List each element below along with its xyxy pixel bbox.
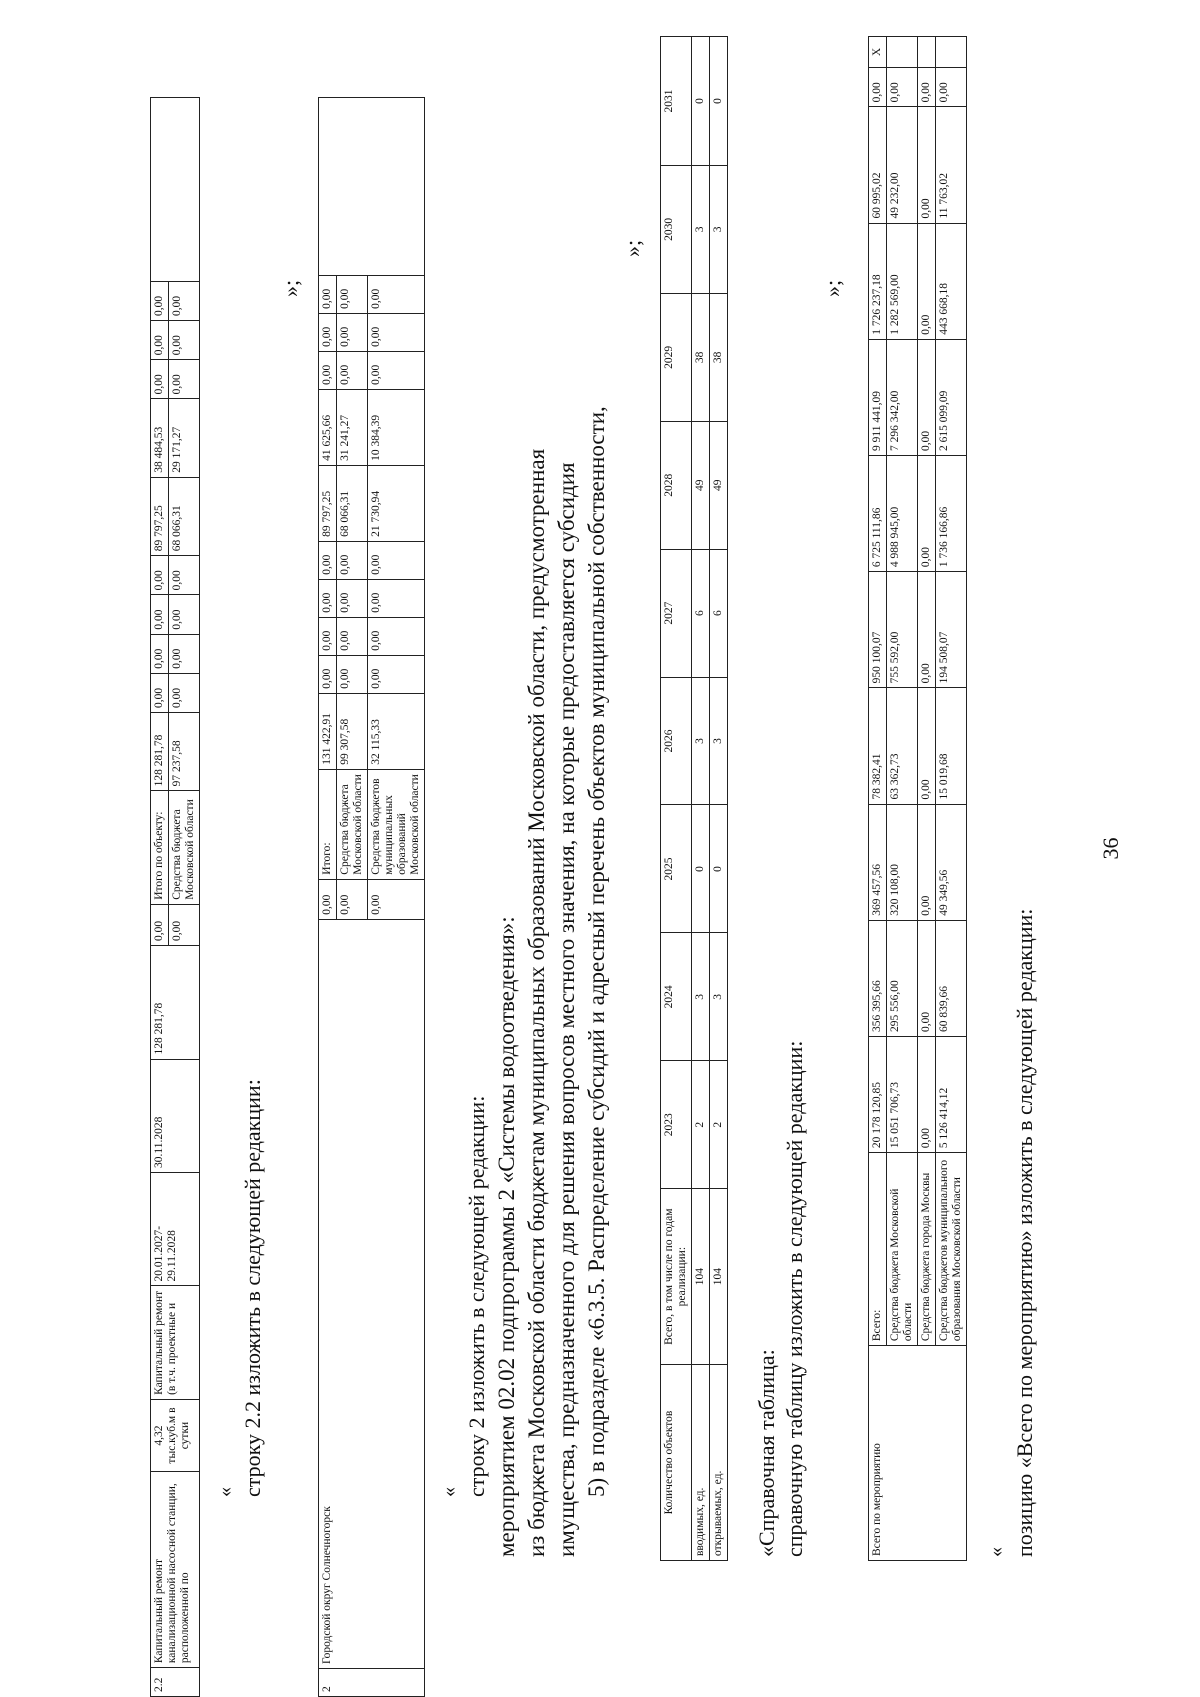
value-cell: 38 484,53 (151, 399, 169, 477)
value-cell: 950 100,07 (869, 572, 887, 688)
reference-table-title: «Справочная таблица: (754, 1349, 779, 1557)
value-cell: 0,00 (918, 920, 936, 1036)
count-cell: 3 (692, 165, 710, 293)
header-cell: 2026 (661, 677, 692, 805)
object-type-cell: вводимых, ед. (692, 1365, 710, 1561)
pre-value-cell: 0,00 (169, 904, 200, 945)
close-quote-3: »; (278, 279, 303, 297)
value-cell: 0,00 (337, 579, 368, 617)
value-cell: 60 995,02 (869, 107, 887, 223)
value-cell: 0,00 (169, 673, 200, 712)
value-cell: 0,00 (169, 634, 200, 673)
value-cell: 369 457,56 (869, 804, 887, 920)
value-cell: 0,00 (151, 634, 169, 673)
object-name-cell: Капитальный ремонт канализационной насосной станции, расположенной по (151, 1472, 200, 1668)
para5-line2: имущества, предназначенного для решения вопросов местного значения, на которые предоставляется субсидия (554, 462, 579, 1557)
value-cell: 295 556,00 (887, 920, 918, 1036)
value-cell: 89 797,25 (319, 465, 337, 541)
value-cell: 31 241,27 (337, 389, 368, 465)
value-cell: 41 625,66 (319, 389, 337, 465)
value-cell: 0,00 (319, 541, 337, 579)
x-cell (918, 37, 936, 68)
count-cell: 3 (710, 933, 728, 1061)
table-row (869, 37, 887, 1561)
value-cell: 7 296 342,00 (887, 339, 918, 455)
pre-value-cell: 0,00 (319, 879, 337, 919)
x-cell (887, 37, 918, 68)
value-cell: 443 668,18 (936, 223, 967, 339)
value-cell: 0,00 (169, 281, 200, 320)
value-cell: 0,00 (368, 313, 425, 351)
funding-source-cell: Итого по объекту: (151, 791, 169, 904)
empty-cell (151, 98, 200, 282)
value-cell: 9 911 441,09 (869, 339, 887, 455)
value-cell: 15 051 706,73 (887, 1036, 918, 1152)
value-cell: 99 307,58 (337, 693, 368, 769)
value-cell: 29 171,27 (169, 399, 200, 477)
value-cell: 0,00 (887, 67, 918, 106)
value-cell: 5 126 414,12 (936, 1036, 967, 1152)
value-cell: 0,00 (337, 617, 368, 655)
value-cell: 0,00 (319, 275, 337, 313)
capacity-cell: 4,32 тыс.куб.м в сутки (151, 1399, 200, 1471)
intro-all-measures: позицию «Всего по мероприятию» изложить в следующей редакции: (1012, 908, 1037, 1557)
value-cell: 755 592,00 (887, 572, 918, 688)
value-cell: 131 422,91 (319, 693, 337, 769)
table-row (151, 98, 169, 1697)
value-cell: 1 726 237,18 (869, 223, 887, 339)
table-row (692, 37, 710, 1561)
value-cell: 78 382,41 (869, 688, 887, 804)
header-cell: 2029 (661, 293, 692, 421)
value-cell: 11 763,02 (936, 107, 967, 223)
count-cell: 3 (692, 677, 710, 805)
value-cell: 0,00 (319, 617, 337, 655)
funding-source-cell: Средства бюджета Московской области (337, 769, 368, 879)
value-cell: 0,00 (337, 275, 368, 313)
count-cell: 0 (710, 805, 728, 933)
value-cell: 194 508,07 (936, 572, 967, 688)
funding-source-cell: Средства бюджетов муниципальных образований Московской области (368, 769, 425, 879)
value-cell: 320 108,00 (887, 804, 918, 920)
value-cell: 0,00 (869, 67, 887, 106)
open-quote-3: « (438, 1487, 460, 1497)
value-cell: 0,00 (918, 804, 936, 920)
value-cell: 0,00 (169, 360, 200, 399)
value-cell: 0,00 (151, 360, 169, 399)
end-date-cell: 30.11.2028 (151, 1059, 200, 1172)
header-cell: 2023 (661, 1061, 692, 1189)
count-cell: 49 (710, 421, 728, 549)
value-cell: 0,00 (319, 351, 337, 389)
header-cell: 2030 (661, 165, 692, 293)
value-cell: 6 725 111,86 (869, 455, 887, 571)
count-cell: 104 (692, 1189, 710, 1365)
value-cell: 0,00 (918, 1036, 936, 1152)
intro-row-2: строку 2 изложить в следующей редакции: (464, 1095, 489, 1497)
x-cell (936, 37, 967, 68)
count-cell: 104 (710, 1189, 728, 1365)
value-cell: 0,00 (918, 572, 936, 688)
value-cell: 0,00 (918, 223, 936, 339)
value-cell: 0,00 (936, 67, 967, 106)
value-cell: 63 362,73 (887, 688, 918, 804)
funding-source-cell: Всего: (869, 1153, 887, 1346)
pre-value-cell: 0,00 (151, 904, 169, 945)
funding-source-cell: Итого: (319, 769, 337, 879)
value-cell: 60 839,66 (936, 920, 967, 1036)
table-row (887, 37, 918, 1561)
count-cell: 3 (710, 677, 728, 805)
value-cell: 10 384,39 (368, 389, 425, 465)
value-cell: 32 115,33 (368, 693, 425, 769)
funding-source-cell: Средства бюджета Московской области (169, 791, 200, 904)
value-cell: 0,00 (918, 67, 936, 106)
count-cell: 38 (710, 293, 728, 421)
value-cell: 0,00 (337, 541, 368, 579)
row-number-cell: 2 (319, 1669, 425, 1697)
value-cell: 89 797,25 (151, 477, 169, 555)
value-cell: 0,00 (169, 321, 200, 360)
header-cell: 2025 (661, 805, 692, 933)
count-cell: 49 (692, 421, 710, 549)
open-quote-1: « (985, 1547, 1007, 1557)
value-cell: 0,00 (169, 595, 200, 634)
value-cell: 0,00 (918, 688, 936, 804)
value-cell: 97 237,58 (169, 712, 200, 790)
value-cell: 0,00 (151, 556, 169, 595)
value-cell: 68 066,31 (337, 465, 368, 541)
table-row (319, 98, 337, 1697)
table-row (710, 37, 728, 1561)
value-cell: 1 282 569,00 (887, 223, 918, 339)
row-2-2-table (150, 97, 200, 1697)
value-cell: 0,00 (918, 339, 936, 455)
count-cell: 3 (710, 165, 728, 293)
page-number: 36 (1098, 837, 1123, 860)
para5-line4: мероприятием 02.02 подпрограммы 2 «Системы водоотведения»: (494, 916, 519, 1557)
value-cell: 2 615 099,09 (936, 339, 967, 455)
count-cell: 6 (710, 549, 728, 677)
table-row (936, 37, 967, 1561)
header-cell: Количество объектов (661, 1365, 692, 1561)
count-cell: 3 (692, 933, 710, 1061)
value-cell: 0,00 (319, 579, 337, 617)
header-cell: Всего, в том числе по годам реализации: (661, 1189, 692, 1365)
funding-source-cell: Средства бюджета города Москвы (918, 1153, 936, 1346)
value-cell: 49 232,00 (887, 107, 918, 223)
value-cell: 20 178 120,85 (869, 1036, 887, 1152)
cost-cell: 128 281,78 (151, 946, 200, 1059)
value-cell: 0,00 (337, 655, 368, 693)
value-cell: 0,00 (151, 595, 169, 634)
value-cell: 0,00 (337, 313, 368, 351)
count-cell: 6 (692, 549, 710, 677)
header-cell: 2028 (661, 421, 692, 549)
count-cell: 2 (710, 1061, 728, 1189)
row-number-cell: 2.2 (151, 1668, 200, 1697)
count-cell: 2 (692, 1061, 710, 1189)
value-cell: 1 736 166,86 (936, 455, 967, 571)
pre-value-cell: 0,00 (337, 879, 368, 919)
value-cell: 49 349,56 (936, 804, 967, 920)
value-cell: 0,00 (918, 107, 936, 223)
value-cell: 68 066,31 (169, 477, 200, 555)
count-cell: 38 (692, 293, 710, 421)
intro-reference-table: справочную таблицу изложить в следующей редакции: (782, 1040, 807, 1557)
value-cell: 0,00 (368, 579, 425, 617)
reference-table (660, 36, 728, 1561)
value-cell: 0,00 (319, 655, 337, 693)
value-cell: 0,00 (319, 313, 337, 351)
work-type-cell: Капитальный ремонт (в т.ч. проектные и (151, 1286, 200, 1399)
header-cell: 2031 (661, 37, 692, 166)
funding-source-cell: Средства бюджета Московской области (887, 1153, 918, 1346)
value-cell: 0,00 (169, 556, 200, 595)
value-cell: 0,00 (151, 281, 169, 320)
pre-value-cell: 0,00 (368, 879, 425, 919)
value-cell: 0,00 (368, 351, 425, 389)
value-cell: 0,00 (337, 351, 368, 389)
measures-total-table (868, 36, 967, 1561)
intro-row-2-2: строку 2.2 изложить в следующей редакции: (240, 1079, 265, 1497)
close-quote-2: »; (620, 239, 645, 257)
header-cell: 2027 (661, 549, 692, 677)
header-cell: 2024 (661, 933, 692, 1061)
value-cell: 356 395,66 (869, 920, 887, 1036)
value-cell: 4 988 945,00 (887, 455, 918, 571)
value-cell: 0,00 (368, 541, 425, 579)
period-cell: 20.01.2027-29.11.2028 (151, 1172, 200, 1285)
value-cell: 21 730,94 (368, 465, 425, 541)
count-cell: 0 (710, 37, 728, 166)
row-2-table (318, 97, 425, 1697)
para5-line3: из бюджета Московской области бюджетам муниципальных образований Московской области, предусмотренная (524, 448, 549, 1557)
measure-label-cell: Всего по мероприятию (869, 1346, 967, 1561)
value-cell: 128 281,78 (151, 712, 169, 790)
value-cell: 0,00 (151, 673, 169, 712)
para5-line1: 5) в подразделе «6.3.5. Распределение субсидий и адресный перечень объектов муниципальной собственности, (584, 406, 609, 1497)
value-cell: 0,00 (368, 617, 425, 655)
open-quote-4: « (214, 1487, 236, 1497)
value-cell: 0,00 (368, 655, 425, 693)
empty-cell (319, 98, 425, 276)
funding-source-cell: Средства бюджетов муниципального образования Московской области (936, 1153, 967, 1346)
close-quote-1: »; (820, 279, 845, 297)
object-type-cell: открываемых, ед. (710, 1365, 728, 1561)
district-name-cell: Городской округ Солнечногорск (319, 919, 425, 1668)
x-cell: Х (869, 37, 887, 68)
value-cell: 0,00 (151, 321, 169, 360)
value-cell: 0,00 (368, 275, 425, 313)
value-cell: 0,00 (918, 455, 936, 571)
table-row (918, 37, 936, 1561)
table-header-row (661, 37, 692, 1561)
value-cell: 15 019,68 (936, 688, 967, 804)
count-cell: 0 (692, 805, 710, 933)
count-cell: 0 (692, 37, 710, 166)
